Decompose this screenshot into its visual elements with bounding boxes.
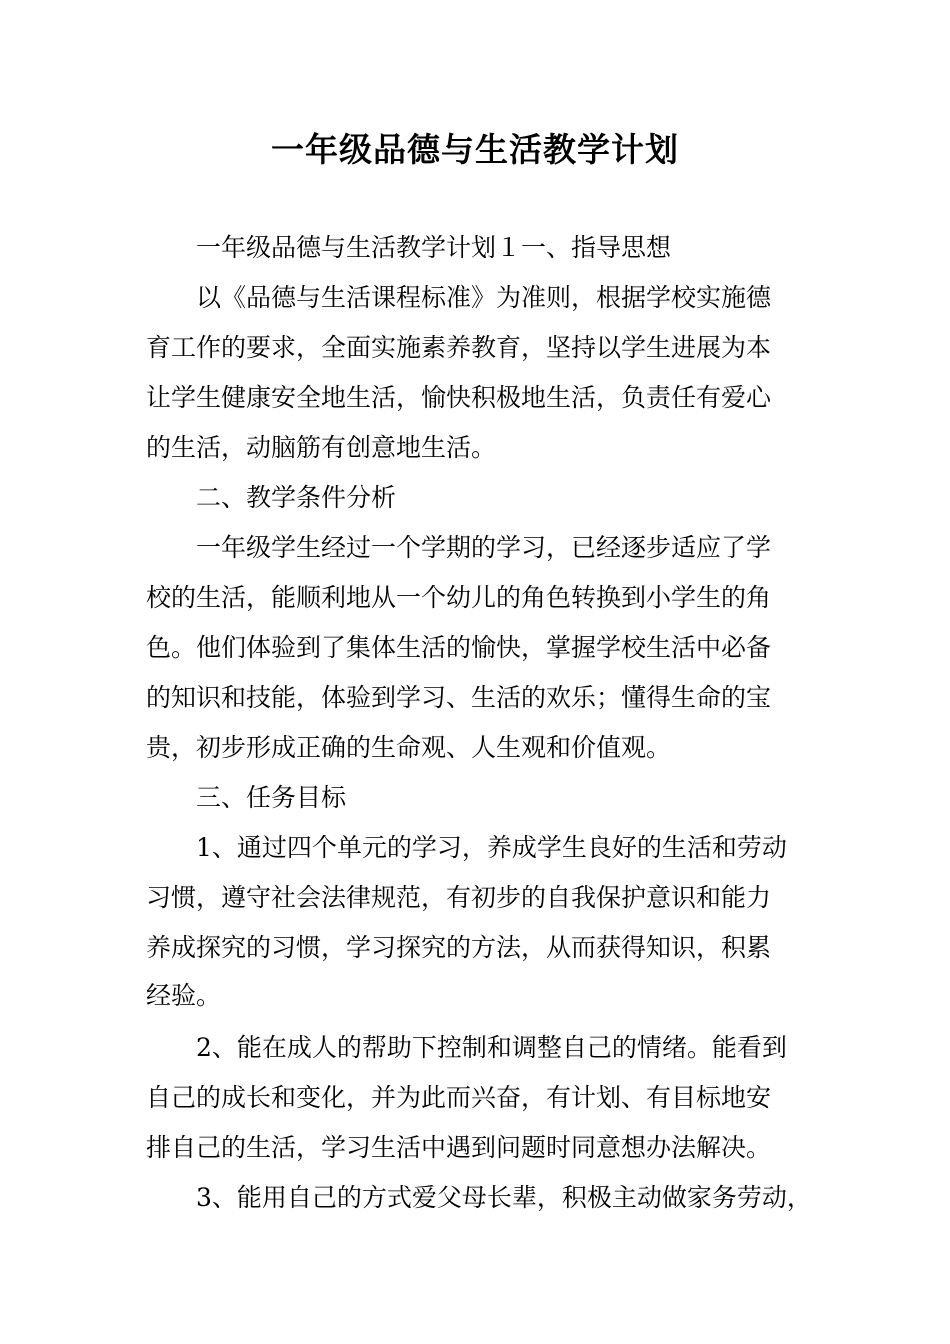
paragraph-line: 3、能用自己的方式爱父母长辈，积极主动做家务劳动， [196, 1183, 812, 1212]
paragraph-line: 养成探究的习惯，学习探究的方法，从而获得知识，积累 [146, 933, 772, 962]
paragraph-line: 1、通过四个单元的学习，养成学生良好的生活和劳动 [196, 833, 787, 862]
paragraph-line: 一年级学生经过一个学期的学习，已经逐步适应了学 [196, 533, 772, 562]
paragraph-line: 校的生活，能顺利地从一个幼儿的角色转换到小学生的角 [146, 583, 772, 612]
paragraph-line: 一年级品德与生活教学计划１一、指导思想 [196, 233, 672, 262]
paragraph-line: 的知识和技能，体验到学习、生活的欢乐；懂得生命的宝 [146, 683, 772, 712]
paragraph-line: 贵，初步形成正确的生命观、人生观和价值观。 [146, 733, 672, 762]
paragraph-line: 2、能在成人的帮助下控制和调整自己的情绪。能看到 [196, 1033, 787, 1062]
section-heading: 三、任务目标 [196, 783, 347, 812]
paragraph-line: 育工作的要求，全面实施素养教育，坚持以学生进展为本 [146, 333, 772, 362]
paragraph-line: 自己的成长和变化，并为此而兴奋，有计划、有目标地安 [146, 1083, 772, 1112]
paragraph-line: 让学生健康安全地生活，愉快积极地生活，负责任有爱心 [146, 383, 772, 412]
paragraph-line: 的生活，动脑筋有创意地生活。 [146, 433, 497, 462]
paragraph-line: 排自己的生活，学习生活中遇到问题时同意想办法解决。 [146, 1133, 772, 1162]
paragraph-line: 习惯，遵守社会法律规范，有初步的自我保护意识和能力 [146, 883, 772, 912]
section-heading: 二、教学条件分析 [196, 483, 397, 512]
document-title: 一年级品德与生活教学计划 [271, 130, 679, 169]
paragraph-line: 色。他们体验到了集体生活的愉快，掌握学校生活中必备 [146, 633, 772, 662]
paragraph-line: 经验。 [146, 981, 222, 1010]
paragraph-line: 以《品德与生活课程标准》为准则，根据学校实施德 [196, 283, 772, 312]
